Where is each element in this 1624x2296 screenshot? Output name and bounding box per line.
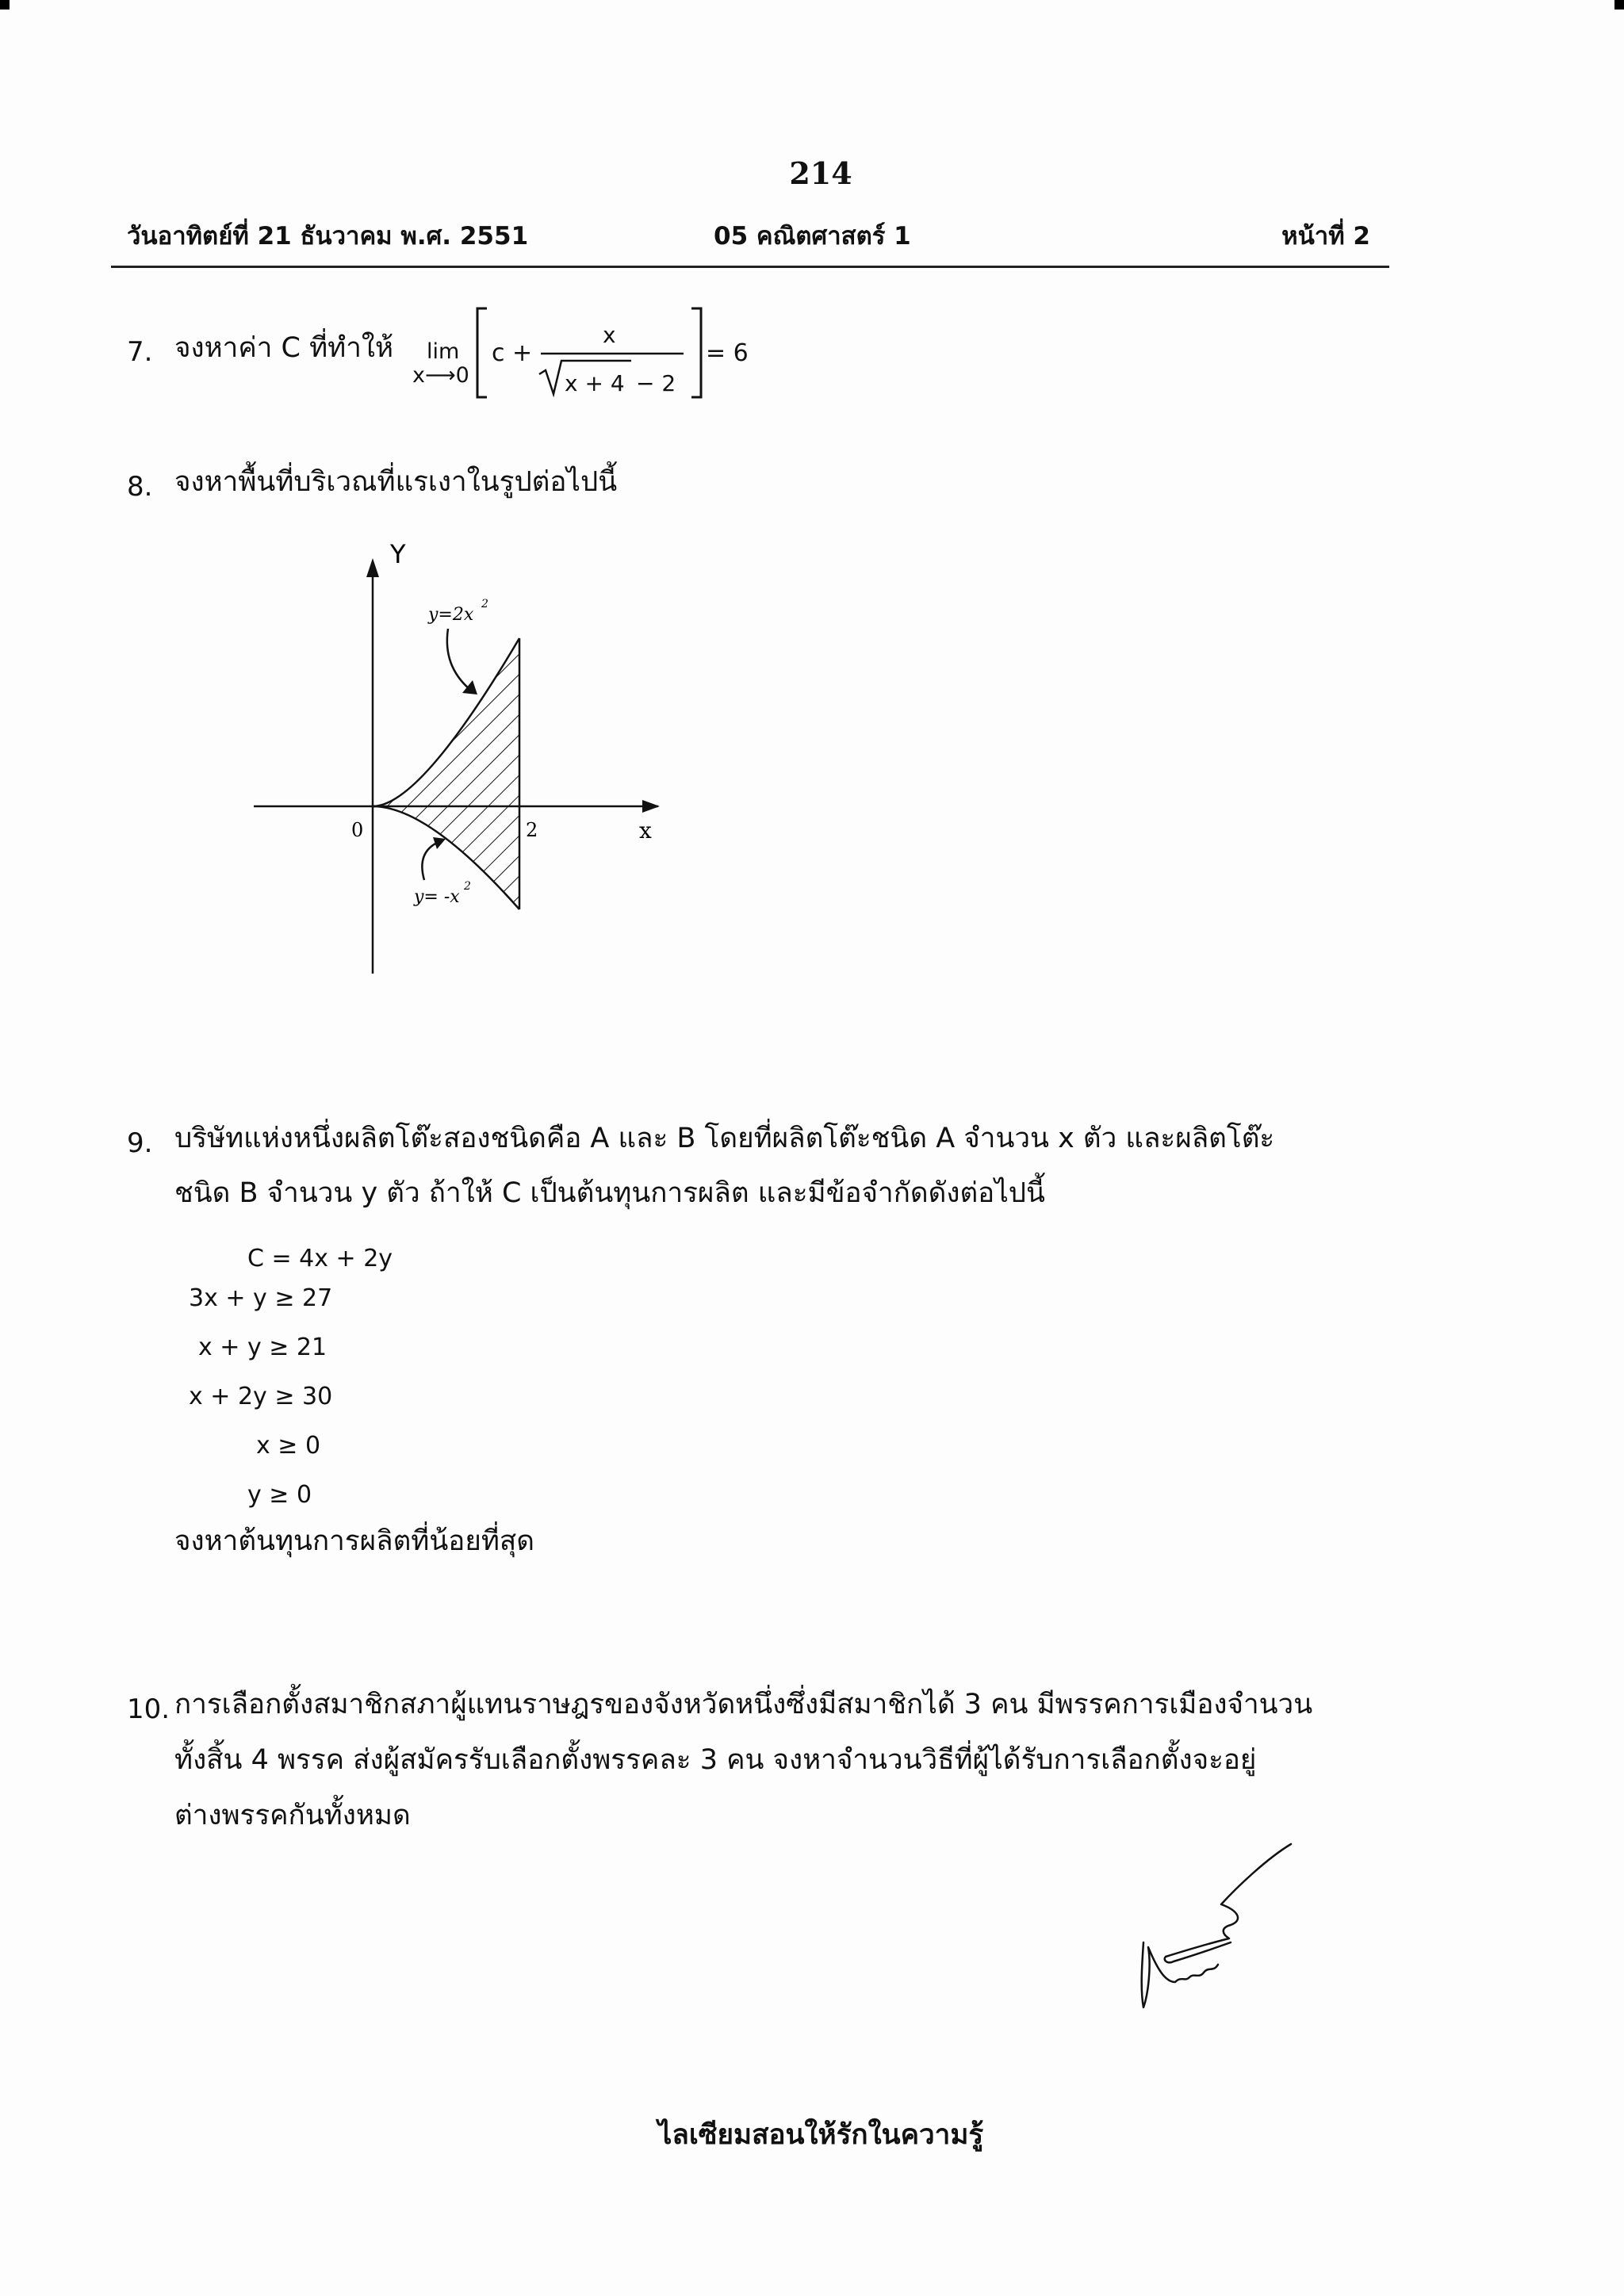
lower-arrow xyxy=(422,842,439,880)
area-figure xyxy=(246,523,674,983)
q9-line2: ชนิด B จำนวน y ตัว ถ้าให้ C เป็นต้นทุนการผลิต และมีข้อจำกัดดังต่อไปนี้ xyxy=(174,1177,1045,1209)
q7-equals: = 6 xyxy=(706,339,749,367)
q7-lim: lim xyxy=(427,339,460,364)
footer-motto: ไลเซียมสอนให้รักในความรู้ xyxy=(657,2119,984,2151)
upper-curve-exp: 2 xyxy=(481,598,488,610)
header-rule xyxy=(111,266,1389,268)
q7-text: จงหาค่า C ที่ทำให้ xyxy=(174,332,394,364)
scan-mark-left xyxy=(0,0,10,10)
q9-constraint-2: x + y ≥ 21 xyxy=(198,1334,327,1361)
x-axis-arrow xyxy=(642,800,660,813)
scan-mark-right xyxy=(1614,0,1624,10)
q7-denominator-tail: − 2 xyxy=(636,370,676,396)
q7-numerator: x xyxy=(603,322,616,348)
q9-constraint-3: x + 2y ≥ 30 xyxy=(189,1383,333,1410)
q7-denominator: x + 4 xyxy=(565,370,625,396)
q10-number: 10. xyxy=(127,1693,170,1725)
q9-constraint-1: 3x + y ≥ 27 xyxy=(189,1284,333,1312)
page-number: 214 xyxy=(789,155,852,191)
upper-arrowhead xyxy=(462,680,477,695)
q10-line3: ต่างพรรคกันทั้งหมด xyxy=(174,1800,411,1831)
q7-c-plus: c + xyxy=(492,339,533,367)
shaded-region xyxy=(373,638,519,909)
exam-date: วันอาทิตย์ที่ 21 ธันวาคม พ.ศ. 2551 xyxy=(127,222,529,251)
q8-number: 8. xyxy=(127,471,153,503)
x-axis-label: x xyxy=(639,817,652,844)
upper-curve-label: y=2x xyxy=(428,605,474,625)
lower-curve-exp: 2 xyxy=(464,880,471,893)
q10-line2: ทั้งสิ้น 4 พรรค ส่งผู้สมัครรับเลือกตั้งพรรคละ 3 คน จงหาจำนวนวิธีที่ผู้ได้รับการเลือกตั้งจะอยู่ xyxy=(174,1744,1257,1776)
q9-line1: บริษัทแห่งหนึ่งผลิตโต๊ะสองชนิดคือ A และ B โดยที่ผลิตโต๊ะชนิด A จำนวน x ตัว และผลิตโต๊ะ xyxy=(174,1123,1275,1154)
origin-label: 0 xyxy=(351,819,364,841)
q9-constraint-5: y ≥ 0 xyxy=(247,1481,312,1509)
lower-curve-label: y= -x xyxy=(414,887,460,907)
q8-text: จงหาพื้นที่บริเวณที่แรเงาในรูปต่อไปนี้ xyxy=(174,466,618,498)
subject-title: 05 คณิตศาสตร์ 1 xyxy=(714,222,911,251)
q9-number: 9. xyxy=(127,1127,153,1159)
upper-arrow xyxy=(447,629,470,690)
q7-lim-sub: x⟶0 xyxy=(412,363,469,388)
q9-constraint-4: x ≥ 0 xyxy=(256,1432,321,1460)
y-axis-arrow xyxy=(366,558,379,577)
sheet-page: หน้าที่ 2 xyxy=(1281,222,1370,251)
q9-objective: C = 4x + 2y xyxy=(247,1245,393,1272)
y-axis-label: Y xyxy=(390,539,406,569)
x-tick-label: 2 xyxy=(526,819,538,841)
q9-question: จงหาต้นทุนการผลิตที่น้อยที่สุด xyxy=(174,1525,534,1557)
q10-line1: การเลือกตั้งสมาชิกสภาผู้แทนราษฎรของจังหวัดหนึ่งซึ่งมีสมาชิกได้ 3 คน มีพรรคการเมืองจำนวน xyxy=(174,1689,1313,1720)
signature xyxy=(1134,1831,1316,2014)
q7-number: 7. xyxy=(127,336,153,368)
